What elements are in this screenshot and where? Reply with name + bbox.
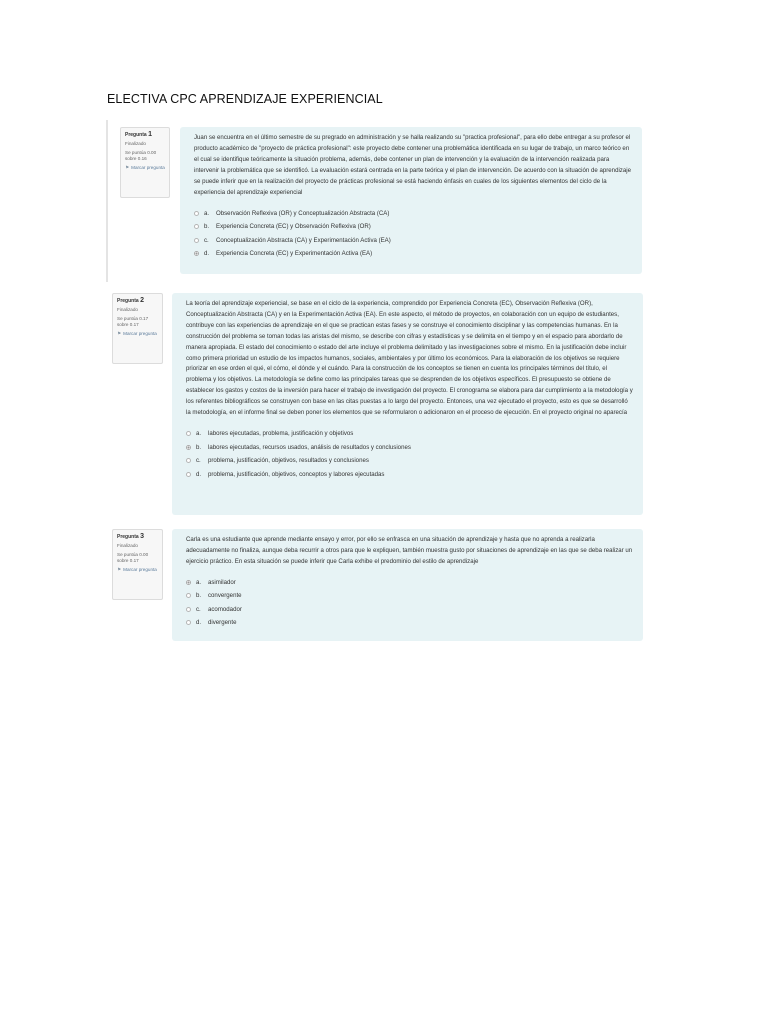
flag-question-link[interactable] [117, 567, 158, 573]
radio-button[interactable] [194, 238, 199, 243]
flag-question-link[interactable] [117, 331, 158, 337]
flag-question-link[interactable] [125, 165, 165, 171]
answer-letter: b. [196, 592, 202, 600]
question-number [117, 534, 158, 540]
answer-text: Conceptualización Abstracta (CA) y Experimentación Activa (EA) [216, 236, 391, 244]
question-label: Pregunta [117, 298, 139, 304]
question-grade: Se puntúa 0.00 sobre 0.16 [125, 150, 157, 161]
page-title: ELECTIVA CPC APRENDIZAJE EXPERIENCIAL [107, 92, 383, 106]
answer-text: convergente [208, 592, 242, 600]
flag-label: Marcar pregunta [123, 331, 157, 336]
answer-option[interactable] [186, 440, 633, 454]
question-info-2 [112, 293, 163, 364]
radio-button-selected[interactable] [186, 445, 191, 450]
flag-icon: ⚑ [117, 567, 122, 572]
answer-letter: c. [196, 457, 201, 465]
answer-letter: a. [204, 209, 210, 217]
answer-option[interactable] [186, 467, 633, 481]
answer-text: divergente [208, 619, 237, 627]
question-text: Juan se encuentra en el último semestre de su pregrado en administración y se halla realizando su "practica profesional", para ello debe entregar a su profesor el producto académico de "proyecto de práctica profesional": este proyecto debe contener una problemática identificada en su lugar de trabajo, un marco teórico en el cual se identifique teóricamente la situación problema, además, debe contener un plan de intervención y la evaluación de la intervención realizada para intervenir la problemática que se identificó. La evaluación estará centrada en la parte teórica y el plan de intervención. De acuerdo con la situación de aprendizaje se puede inferir que en la realización del proyecto de prácticas profesional se está haciendo énfasis en cuales de los siguientes elementos del ciclo de la experiencia del aprendizaje experiencial [194, 134, 631, 196]
answer-letter: b. [204, 223, 210, 231]
radio-button[interactable] [194, 211, 199, 216]
answer-list [194, 206, 632, 260]
answer-letter: b. [196, 443, 202, 451]
question-number [125, 132, 165, 138]
answer-text: Observación Reflexiva (OR) y Conceptualización Abstracta (CA) [216, 209, 390, 217]
answer-option[interactable] [194, 233, 632, 247]
answer-letter: c. [196, 605, 201, 613]
question-content-3 [172, 529, 643, 641]
answer-option[interactable] [186, 589, 633, 603]
question-grade: Se puntúa 0.17 sobre 0.17 [117, 316, 149, 327]
radio-button[interactable] [186, 593, 191, 598]
question-content-1 [180, 127, 642, 274]
answer-text: labores ejecutadas, recursos usados, análisis de resultados y conclusiones [208, 443, 411, 451]
question-state: Finalizado [125, 141, 146, 146]
answer-option[interactable] [186, 427, 633, 441]
question-number [117, 298, 158, 304]
question-state: Finalizado [117, 543, 138, 548]
question-grade: Se puntúa 0.00 sobre 0.17 [117, 552, 149, 563]
answer-letter: d. [196, 619, 202, 627]
question-number-value: 2 [140, 297, 144, 304]
radio-button[interactable] [186, 472, 191, 477]
question-info-3 [112, 529, 163, 600]
answer-text: labores ejecutadas, problema, justificación y objetivos [208, 430, 354, 438]
question-text: La teoría del aprendizaje experiencial, se base en el ciclo de la experiencia, comprendido por Experiencia Concreta (EC), Observación Reflexiva (OR), Conceptualización Abstracta (CA) y en la Experimentación Activa (EA). En este aspecto, el método de proyectos, en colaboración con un equipo de estudiantes, contribuye con las experiencias de aprendizaje en el que se practican estas fases y se construye el conocimiento disciplinar y las competencias humanas. En la construcción del problema se toman todas las aristas del mismo, se describe con cifras y estadísticas y se delimita en el tiempo y en el espacio para abordarlo de manera apropiada. El estado del conocimiento o estado del arte incluye el problema delimitado y las investigaciones sobre el mismo. En la justificación debe incluir como primera prioridad un estudio de los impactos humanos, sociales, ambientales y por último los económicos. Para la elaboración de los objetivos se requiere priorizar en ese orden el qué, el cómo, el dónde y el cuándo. Para la construcción de los conceptos se tienen en cuenta los principales términos del título, el problema y los objetivos. La metodología se define como las principales tareas que se desprenden de los objetivos específicos. El presupuesto se obtiene de establecer los gastos y costos de la inversión para hacer el trabajo de investigación del proyecto. El cronograma se elabora para dar cumplimiento a la metodología y los referentes bibliográficos se construyen con base en las citas puestas a lo largo del proyecto. Entonces, una vez ejecutado el proyecto, esto es que se desarrolló la metodología, en el informe final se deben poner los elementos que se reformularon o adicionaron en el proceso de ejecución. En el proyecto original no aparecía [186, 300, 633, 417]
radio-button[interactable] [194, 224, 199, 229]
answer-list [186, 427, 633, 481]
question-label: Pregunta [125, 132, 147, 138]
radio-button[interactable] [186, 607, 191, 612]
answer-text: Experiencia Concreta (EC) y Experimentación Activa (EA) [216, 250, 373, 258]
radio-button[interactable] [186, 458, 191, 463]
flag-icon: ⚑ [117, 331, 122, 336]
answer-letter: d. [204, 250, 210, 258]
answer-option[interactable] [186, 616, 633, 630]
answer-letter: a. [196, 430, 202, 438]
answer-text: Experiencia Concreta (EC) y Observación Reflexiva (OR) [216, 223, 371, 231]
answer-option[interactable] [194, 220, 632, 234]
answer-option[interactable] [194, 247, 632, 261]
question-content-2 [172, 293, 643, 515]
answer-option[interactable] [186, 454, 633, 468]
question-number-value: 1 [148, 131, 152, 138]
answer-text: asimilador [208, 578, 236, 586]
answer-letter: c. [204, 236, 209, 244]
radio-button[interactable] [186, 431, 191, 436]
question-divider [106, 120, 108, 282]
flag-icon: ⚑ [125, 165, 130, 170]
answer-list [186, 576, 633, 630]
radio-button[interactable] [186, 620, 191, 625]
answer-text: acomodador [208, 605, 242, 613]
radio-button-selected[interactable] [186, 580, 191, 585]
question-number-value: 3 [140, 533, 144, 540]
answer-letter: a. [196, 578, 202, 586]
answer-option[interactable] [186, 603, 633, 617]
answer-option[interactable] [194, 206, 632, 220]
flag-label: Marcar pregunta [123, 567, 157, 572]
answer-option[interactable] [186, 576, 633, 590]
radio-button-selected[interactable] [194, 251, 199, 256]
question-info-1 [120, 127, 170, 198]
answer-text: problema, justificación, objetivos, resultados y conclusiones [208, 457, 369, 465]
question-state: Finalizado [117, 307, 138, 312]
answer-text: problema, justificación, objetivos, conceptos y labores ejecutadas [208, 470, 385, 478]
answer-letter: d. [196, 470, 202, 478]
flag-label: Marcar pregunta [131, 165, 165, 170]
question-text: Carla es una estudiante que aprende mediante ensayo y error, por ello se enfrasca en una situación de aprendizaje y hasta que no aprenda a realizarla adecuadamente no finaliza, aunque deba recurrir a otros para que le expliquen, también muestra gusto por situaciones de aprendizaje en las que se deba realizar un ejercicio práctico. En esta situación se puede inferir que Carla exhibe el predominio del estilo de aprendizaje [186, 536, 633, 565]
question-label: Pregunta [117, 534, 139, 540]
